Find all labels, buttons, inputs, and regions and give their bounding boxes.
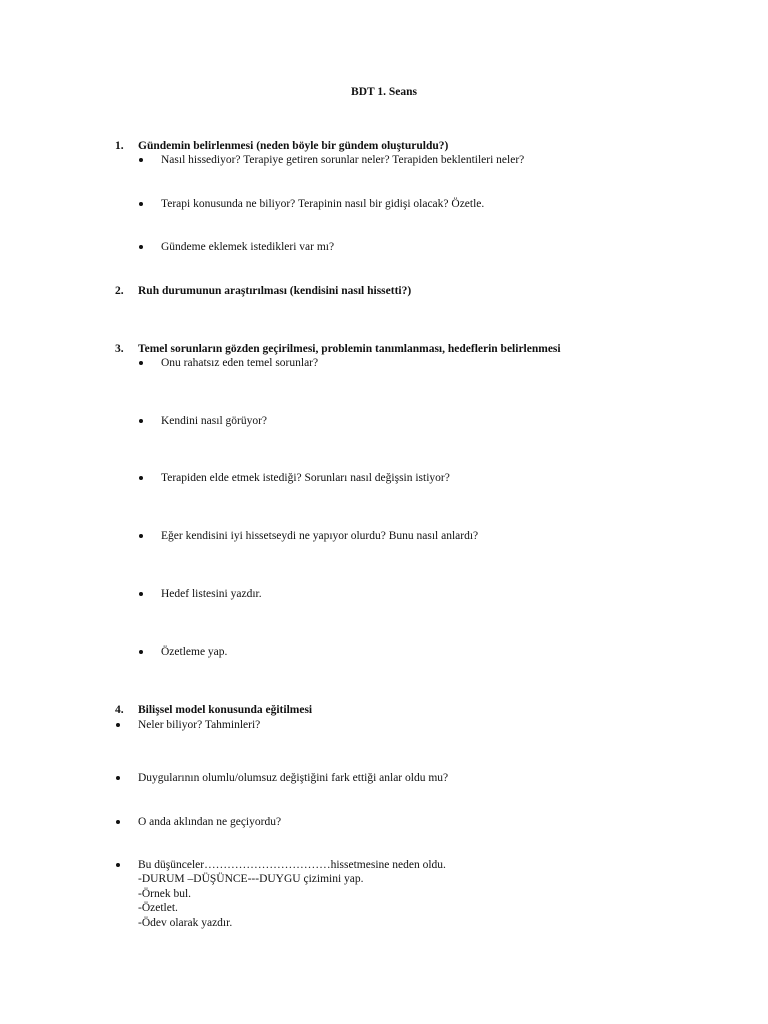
section-2-number: 2. — [115, 285, 124, 297]
sub-line: -Özetlet. — [138, 902, 178, 914]
bullet-icon — [139, 587, 143, 601]
bullet-icon — [139, 356, 143, 370]
bullet-icon — [139, 153, 143, 167]
list-item: Kendini nasıl görüyor? — [161, 415, 268, 427]
bullet-icon — [116, 858, 120, 872]
list-item: Nasıl hissediyor? Terapiye getiren sorunlar neler? Terapiden beklentileri neler? — [161, 154, 525, 166]
list-item: Duygularının olumlu/olumsuz değiştiğini fark ettiği anlar oldu mu? — [138, 772, 449, 784]
bullet-icon — [139, 240, 143, 254]
list-item: Onu rahatsız eden temel sorunlar? — [161, 357, 319, 369]
list-item: Gündeme eklemek istedikleri var mı? — [161, 241, 335, 253]
bullet-icon — [139, 645, 143, 659]
list-item: Hedef listesini yazdır. — [161, 588, 262, 600]
bullet-icon — [139, 529, 143, 543]
sub-line: -Örnek bul. — [138, 888, 192, 900]
list-item: Eğer kendisini iyi hissetseydi ne yapıyor olurdu? Bunu nasıl anlardı? — [161, 530, 479, 542]
list-item: Özetleme yap. — [161, 646, 228, 658]
list-item: Terapi konusunda ne biliyor? Terapinin nasıl bir gidişi olacak? Özetle. — [161, 198, 485, 210]
document-title: BDT 1. Seans — [351, 86, 417, 98]
list-item: Terapiden elde etmek istediği? Sorunları nasıl değişsin istiyor? — [161, 472, 450, 484]
section-1-heading: Gündemin belirlenmesi (neden böyle bir gündem oluşturuldu?) — [138, 140, 449, 152]
sub-line: -DURUM –DÜŞÜNCE---DUYGU çizimini yap. — [138, 873, 364, 885]
bullet-icon — [116, 771, 120, 785]
section-4-heading: Bilişsel model konusunda eğitilmesi — [138, 704, 313, 716]
section-3-heading: Temel sorunların gözden geçirilmesi, problemin tanımlanması, hedeflerin belirlenmesi — [138, 343, 561, 355]
bullet-icon — [116, 718, 120, 732]
section-2-heading: Ruh durumunun araştırılması (kendisini nasıl hissetti?) — [138, 285, 412, 297]
bullet-icon — [139, 414, 143, 428]
list-item: O anda aklından ne geçiyordu? — [138, 816, 282, 828]
sub-line: -Ödev olarak yazdır. — [138, 917, 233, 929]
section-1-number: 1. — [115, 140, 124, 152]
section-3-number: 3. — [115, 343, 124, 355]
section-4-number: 4. — [115, 704, 124, 716]
bullet-icon — [139, 471, 143, 485]
list-item: Neler biliyor? Tahminleri? — [138, 719, 261, 731]
bullet-icon — [116, 815, 120, 829]
list-item: Bu düşünceler……………………………hissetmesine neden oldu. — [138, 859, 446, 871]
bullet-icon — [139, 197, 143, 211]
